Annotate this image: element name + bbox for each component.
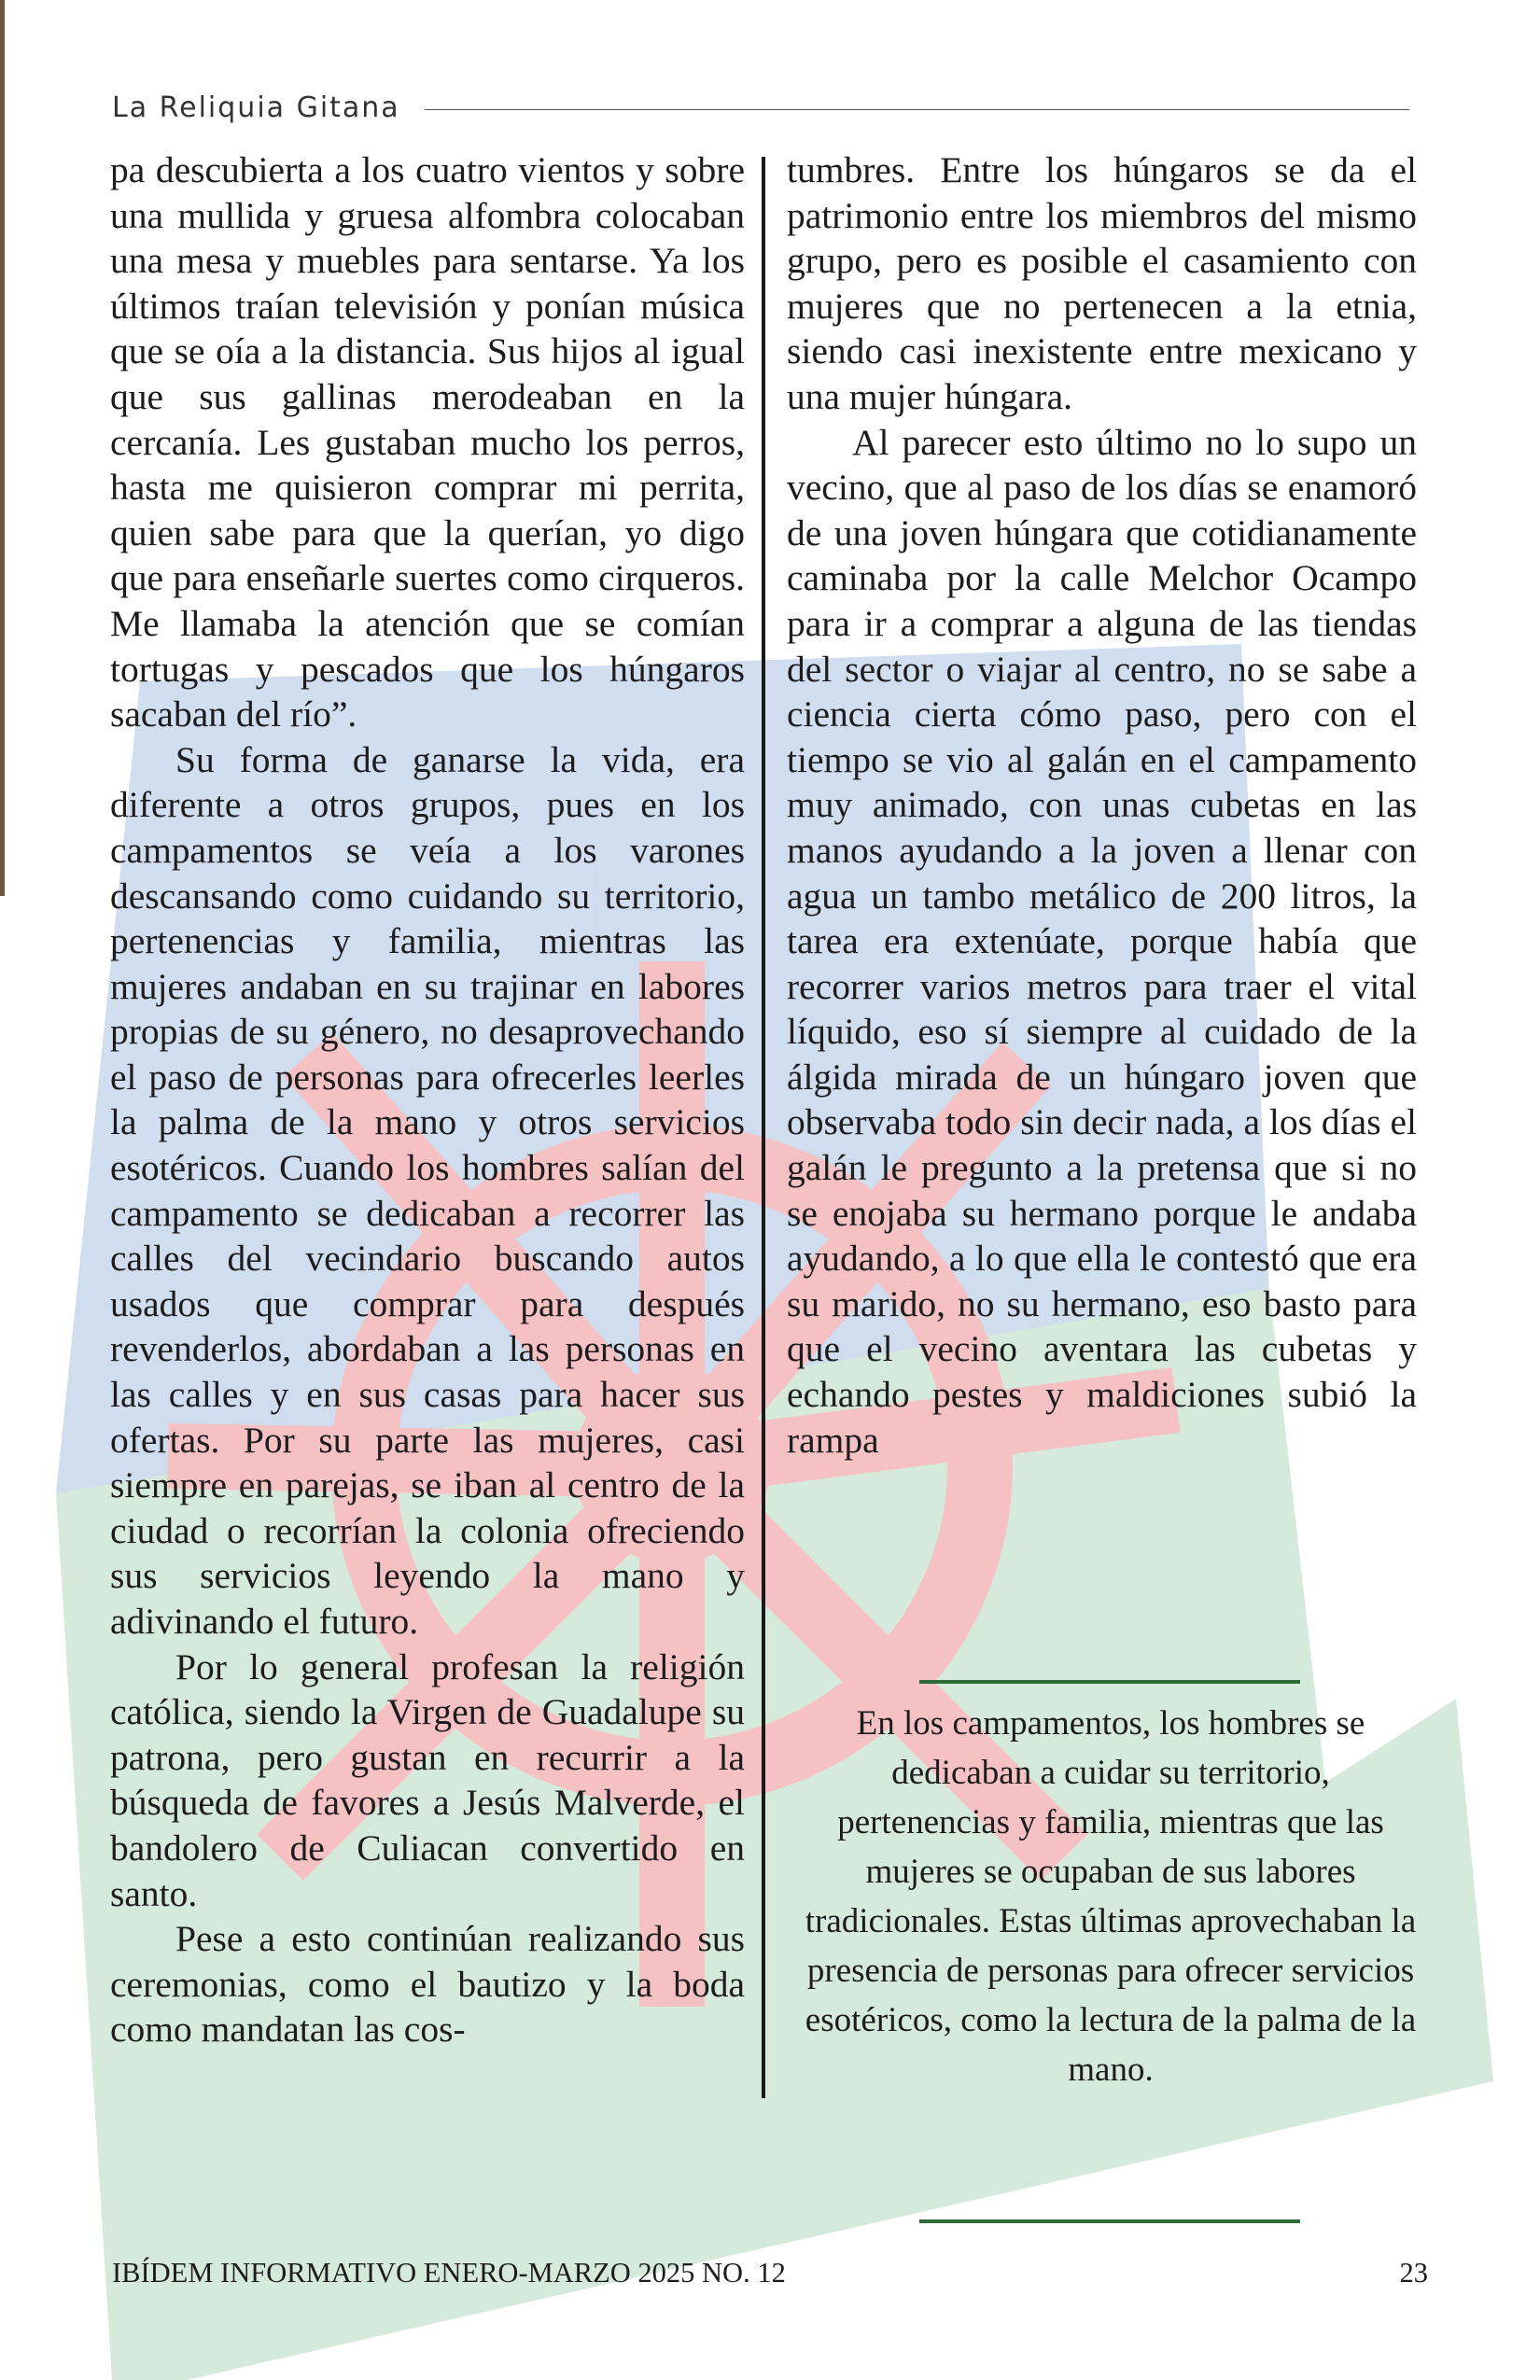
right-column	[787, 147, 1417, 1463]
left-paragraph-3: Por lo general profesan la religión católica, siendo la Virgen de Guadalupe su patrona, pero gustan en recurrir a la búsqueda de favores a Jesús Malverde, el bandolero de Culiacan convertido en santo.	[110, 1645, 745, 1914]
pull-quote-bottom-rule	[919, 2219, 1300, 2223]
left-edge-strip	[0, 0, 5, 896]
left-paragraph-2: Su forma de ganarse la vida, era diferente a otros grupos, pues en los campamentos se veía a los varones descansando como cuidando su territorio, pertenencias y familia, mientras las mujeres andaban en su trajinar en labores propias de su género, no desaprovechando el paso de personas para ofrecerles leerles la palma de la mano y otros servicios esotéricos. Cuando los hombres salían del campamento se dedicaban a recorrer las calles del vecindario buscando autos usados que comprar para después revenderlos, abordaban a las personas en las calles y en sus casas para hacer sus ofertas. Por su parte las mujeres, casi siempre en parejas, se iban al centro de la ciudad o recorrían la colonia ofreciendo sus servicios leyendo la mano y adivinando el futuro.	[110, 738, 745, 1642]
right-paragraph-2: Al parecer esto último no lo supo un vecino, que al paso de los días se enamoró de una joven húngara que cotidianamente caminaba por la calle Melchor Ocampo para ir a comprar a alguna de las tiendas del sector o viajar al centro, no se sabe a ciencia cierta cómo paso, pero con el tiempo se vio al galán en el campamento muy animado, con unas cubetas en las manos ayudando a la joven a llenar con agua un tambo metálico de 200 litros, la tarea era extenúate, porque había que recorrer varios metros para traer el vital líquido, eso sí siempre al cuidado de la álgida mirada de un húngaro joven que observaba todo sin decir nada, a los días el galán le pregunto a la pretensa que si no se enojaba su hermano porque le andaba ayudando, a lo que ella le contestó que era su marido, no su hermano, eso basto para que el vecino aventara las cubetas y echando pestes y maldiciones subió la rampa	[787, 421, 1417, 1461]
pull-quote-top-rule	[919, 1680, 1300, 1684]
header-title: La Reliquia Gitana	[112, 91, 400, 124]
left-paragraph-4: Pese a esto continúan realizando sus ceremonias, como el bautizo y la boda como mandatan las cos-	[110, 1918, 745, 2051]
left-column	[110, 147, 745, 2052]
right-paragraph-1: tumbres. Entre los húngaros se da el patrimonio entre los miembros del mismo grupo, pero es posible el casamiento con mujeres que no pertenecen a la etnia, siendo casi inexistente entre mexicano y una mujer húngara.	[787, 149, 1417, 417]
column-divider	[762, 157, 765, 2098]
footer-publication: IBÍDEM INFORMATIVO ENERO-MARZO 2025 NO. 12	[112, 2257, 786, 2289]
header-rule	[425, 109, 1409, 110]
pull-quote: En los campamentos, los hombres se dedicaban a cuidar su territorio, pertenencias y familia, mientras que las mujeres se ocupaban de sus labores tradicionales. Estas últimas aprovechaban la presencia de personas para ofrecer servicios esotéricos, como la lectura de la palma de la mano.	[805, 1704, 1417, 2089]
page-number: 23	[1399, 2257, 1428, 2289]
running-header	[112, 91, 1409, 129]
left-paragraph-1: pa descubierta a los cuatro vientos y sobre una mullida y gruesa alfombra colocaban una mesa y muebles para sentarse. Ya los últimos traían televisión y ponían música que se oía a la distancia. Sus hijos al igual que sus gallinas merodeaban en la cercanía. Les gustaban mucho los perros, hasta me quisieron comprar mi perrita, quien sabe para que la querían, yo digo que para enseñarle suertes como cirqueros. Me llamaba la atención que se comían tortugas y pescados que los húngaros sacaban del río”.	[110, 149, 745, 735]
